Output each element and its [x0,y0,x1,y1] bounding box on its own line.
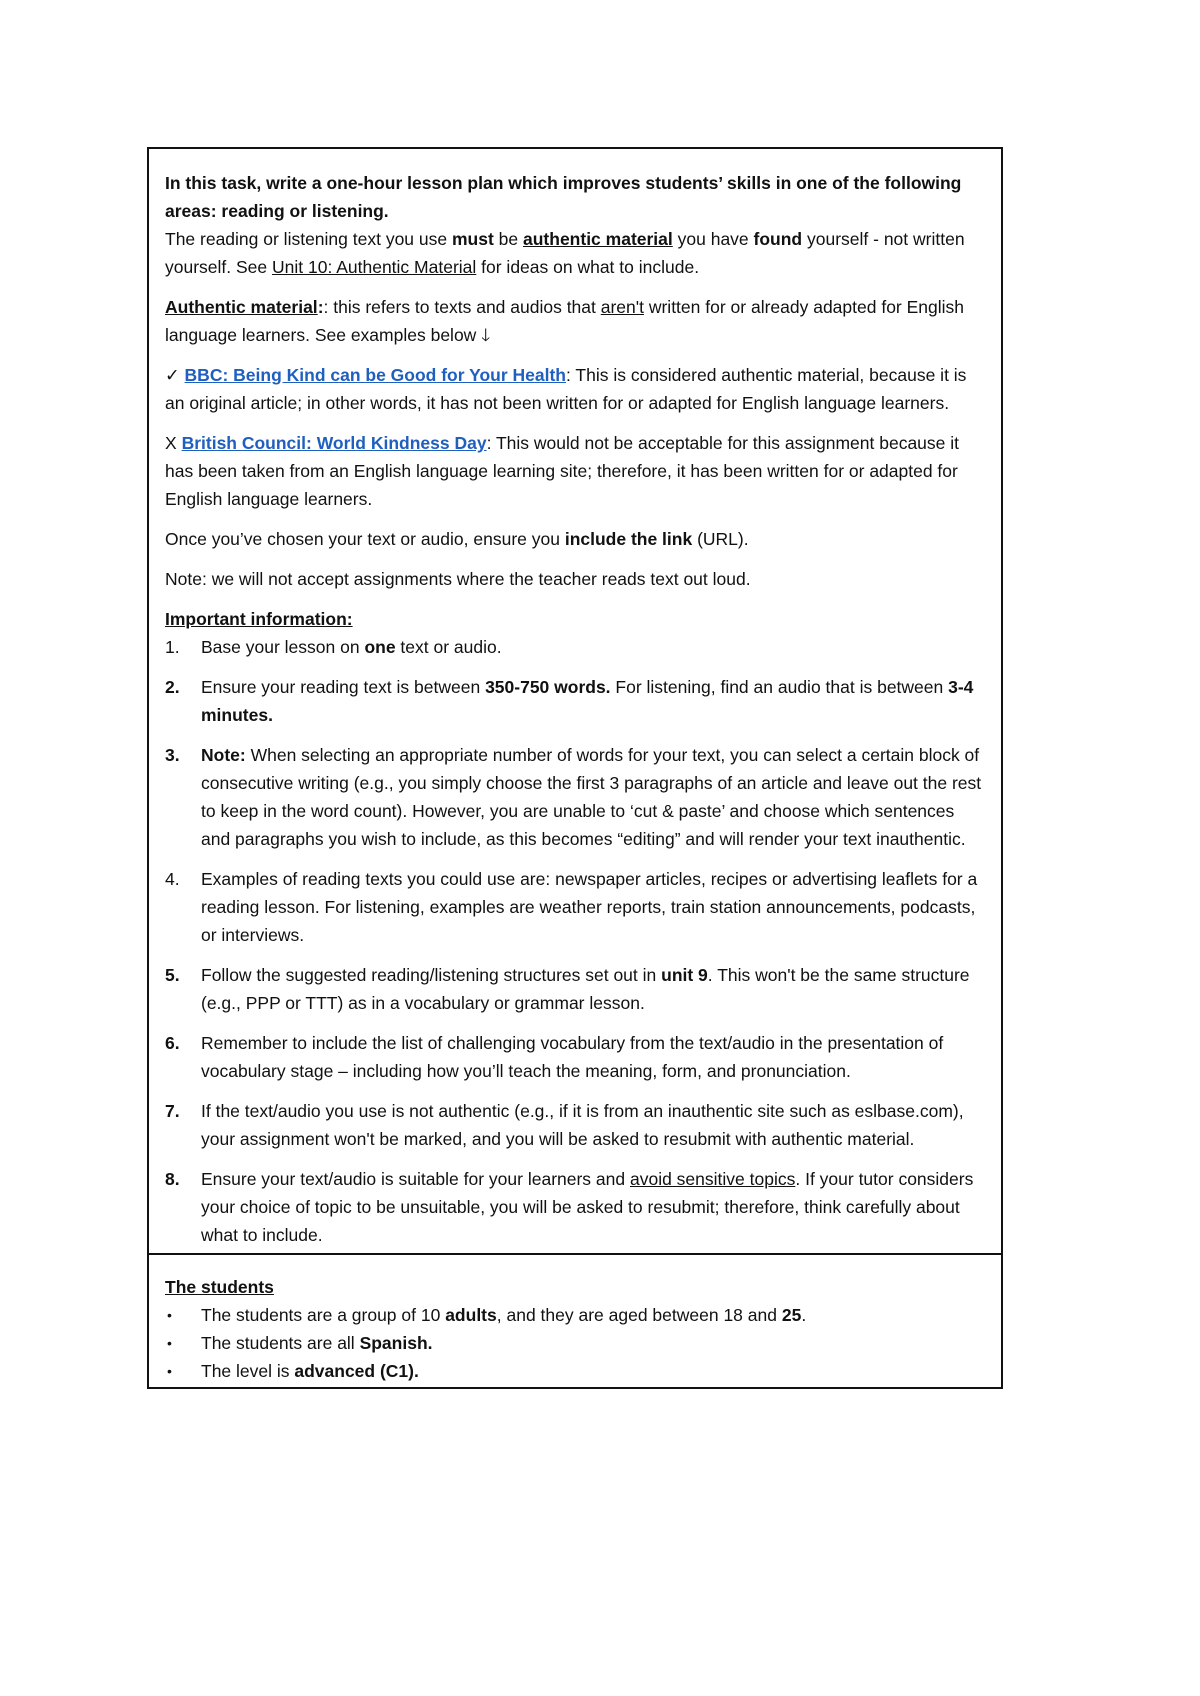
important-list [165,633,985,1249]
task-intro: In this task, write a one-hour lesson plan which improves students’ skills in one of the following areas: reading or listening. [165,173,962,221]
assignment-table [147,147,1003,1389]
arrow-down-icon: 🡓 [481,325,491,345]
british-council-link[interactable]: British Council: World Kindness Day [181,433,487,453]
students-list [165,1301,985,1385]
cross-icon: X [165,433,177,453]
task-requirements: The reading or listening text you use must be authentic material you have found yourself - not written yourself. See Unit 10: Authentic Material for ideas on what to include. [165,229,965,277]
important-heading: Important information: [165,609,353,629]
list-item: • The students are a group of 10 adults, and they are aged between 18 and 25. [165,1301,985,1329]
include-link-note: Once you’ve chosen your text or audio, ensure you include the link (URL). [165,529,749,549]
authentic-definition: Authentic material:: this refers to texts and audios that aren't written for or already adapted for English language learners. See examples below 🡓 [165,297,965,345]
check-icon: ✓ [165,365,180,385]
bullet-icon: • [167,1335,172,1351]
list-item: 8. Ensure your text/audio is suitable for your learners and avoid sensitive topics. If your tutor considers your choice of topic to be unsuitable, you will be asked to resubmit; therefore, think carefully about what to include. [165,1169,974,1245]
list-item: 2. Ensure your reading text is between 350-750 words. For listening, find an audio that is between 3-4 minutes. [165,677,974,725]
bullet-icon: • [167,1307,172,1323]
list-item: 4. Examples of reading texts you could use are: newspaper articles, recipes or advertising leaflets for a reading lesson. For listening, examples are weather reports, train station announcements, podcasts, or interviews. [165,869,978,945]
example-acceptable: ✓ BBC: Being Kind can be Good for Your Health: This is considered authentic material, because it is an original article; in other words, it has not been written for or adapted for English language learners. [165,365,967,413]
students-heading: The students [165,1277,274,1297]
bbc-article-link[interactable]: BBC: Being Kind can be Good for Your Health [184,365,566,385]
reading-aloud-note: Note: we will not accept assignments where the teacher reads text out loud. [165,569,751,589]
task-cell [149,149,1001,1253]
list-item: 6. Remember to include the list of challenging vocabulary from the text/audio in the presentation of vocabulary stage – including how you’ll teach the meaning, form, and pronunciation. [165,1033,944,1081]
list-item: 3. Note: When selecting an appropriate number of words for your text, you can select a certain block of consecutive writing (e.g., you simply choose the first 3 paragraphs of an article and leave out the rest to keep in the word count). However, you are unable to ‘cut & paste’ and choose which sentences and paragraphs you wish to include, as this becomes “editing” and will render your text inauthentic. [165,745,982,849]
list-item: 5. Follow the suggested reading/listening structures set out in unit 9. This won't be the same structure (e.g., PPP or TTT) as in a vocabulary or grammar lesson. [165,965,970,1013]
list-item: • The students are all Spanish. [165,1329,985,1357]
list-item: 7. If the text/audio you use is not authentic (e.g., if it is from an inauthentic site such as eslbase.com), your assignment won't be marked, and you will be asked to resubmit with authentic material. [165,1101,964,1149]
example-unacceptable: X British Council: World Kindness Day: This would not be acceptable for this assignment because it has been taken from an English language learning site; therefore, it has been written for or adapted for English language learners. [165,433,960,509]
unit-10-reference: Unit 10: Authentic Material [272,257,477,277]
bullet-icon: • [167,1363,172,1379]
list-item: 1. Base your lesson on one text or audio. [165,637,502,657]
list-item: • The level is advanced (C1). [165,1357,985,1385]
students-cell [149,1253,1001,1387]
